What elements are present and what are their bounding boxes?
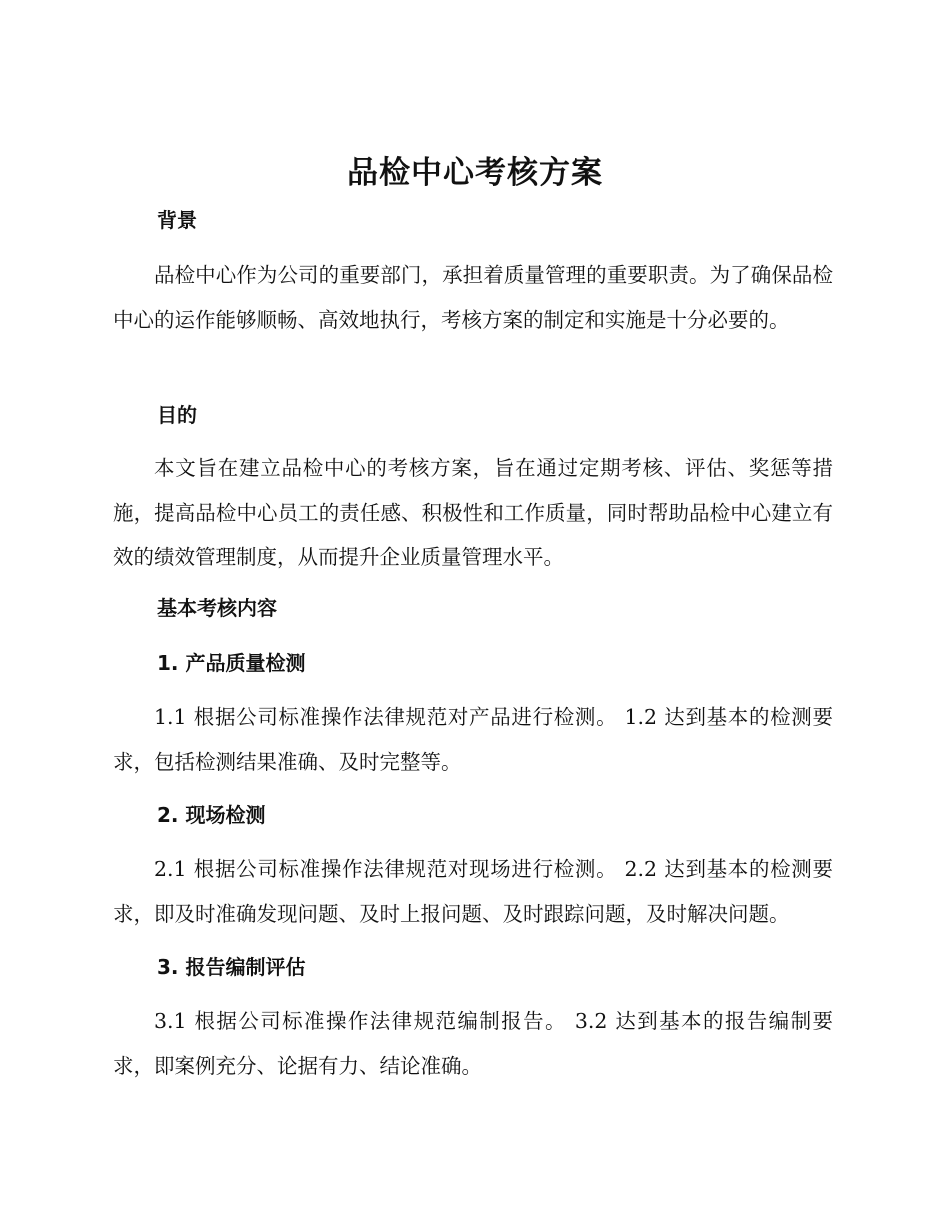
paragraph-background: 品检中心作为公司的重要部门，承担着质量管理的重要职责。为了确保品检中心的运作能够顺畅、高效地执行，考核方案的制定和实施是十分必要的。 bbox=[113, 263, 833, 332]
heading-basic-content: 基本考核内容 bbox=[157, 596, 277, 620]
heading-section-2: 2. 现场检测 bbox=[157, 803, 266, 827]
heading-section-1: 1. 产品质量检测 bbox=[157, 651, 306, 675]
heading-background: 背景 bbox=[157, 208, 197, 232]
paragraph-section-2: 2.1 根据公司标准操作法律规范对现场进行检测。 2.2 达到基本的检测要求，即及时准确发现问题、及时上报问题、及时跟踪问题，及时解决问题。 bbox=[113, 857, 833, 926]
heading-purpose: 目的 bbox=[157, 403, 197, 427]
heading-section-3: 3. 报告编制评估 bbox=[157, 955, 306, 979]
paragraph-section-1: 1.1 根据公司标准操作法律规范对产品进行检测。 1.2 达到基本的检测要求，包括检测结果准确、及时完整等。 bbox=[113, 705, 833, 774]
paragraph-purpose: 本文旨在建立品检中心的考核方案，旨在通过定期考核、评估、奖惩等措施，提高品检中心员工的责任感、积极性和工作质量，同时帮助品检中心建立有效的绩效管理制度，从而提升企业质量管理水平。 bbox=[113, 456, 833, 569]
paragraph-section-3: 3.1 根据公司标准操作法律规范编制报告。 3.2 达到基本的报告编制要求，即案例充分、论据有力、结论准确。 bbox=[113, 1009, 833, 1078]
document-title: 品检中心考核方案 bbox=[347, 155, 603, 191]
